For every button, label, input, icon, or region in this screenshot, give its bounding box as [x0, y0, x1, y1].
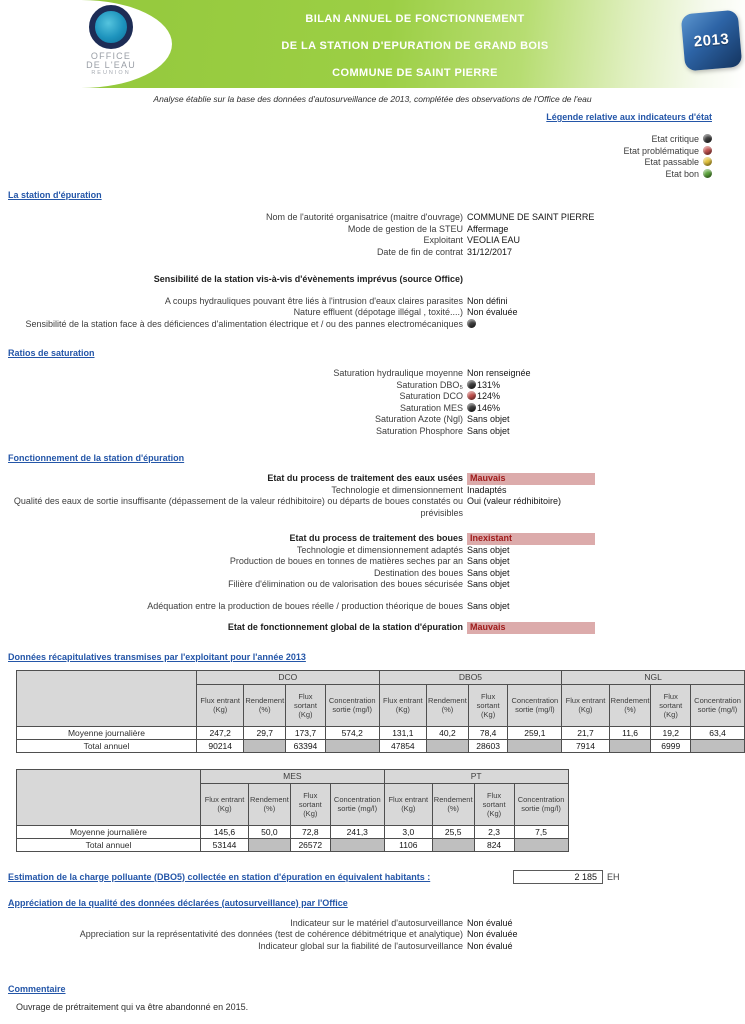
info-value: Non défini — [467, 295, 508, 306]
info-label: Exploitant — [423, 235, 463, 245]
estimation-unit: EH — [607, 871, 620, 882]
legend-label: Etat critique — [651, 134, 699, 144]
col-header: Concentration sortie (mg/l) — [330, 783, 384, 825]
section-tables — [8, 652, 745, 852]
info-row — [8, 918, 745, 930]
legend-items — [0, 134, 712, 180]
info-value — [467, 622, 745, 634]
cell — [508, 739, 562, 752]
report-title — [180, 6, 650, 87]
status-badge: Mauvais — [467, 622, 595, 634]
legend — [0, 112, 712, 180]
title-line-2: DE LA STATION D'EPURATION DE GRAND BOIS — [281, 40, 549, 52]
section-title-station: La station d'épuration — [8, 190, 102, 200]
cell: 26572 — [290, 838, 330, 851]
cell: 6999 — [651, 739, 691, 752]
logo-region-text: REUNION — [91, 70, 131, 76]
cell: 7,5 — [514, 825, 568, 838]
info-row — [8, 545, 745, 557]
info-row — [8, 601, 745, 613]
info-label: Date de fin de contrat — [376, 246, 463, 257]
info-label: Indicateur global sur la fiabilité de l'autosurveillance — [258, 940, 463, 951]
col-header: Concentration sortie (mg/l) — [691, 684, 745, 726]
cell: 11,6 — [609, 726, 651, 739]
header-band — [0, 0, 745, 88]
info-row — [8, 556, 745, 568]
cell — [249, 838, 291, 851]
problem-status-dot-icon — [467, 391, 476, 400]
cell: 259,1 — [508, 726, 562, 739]
critical-status-dot-icon — [467, 403, 476, 412]
legend-label: Etat bon — [665, 168, 699, 179]
good-status-dot-icon — [703, 169, 712, 178]
ratios-rows — [8, 368, 745, 437]
info-value — [467, 391, 745, 403]
ratio-value: 131% — [477, 379, 501, 390]
info-value — [467, 473, 745, 485]
legend-title: Légende relative aux indicateurs d'état — [546, 112, 712, 122]
col-header: Concentration sortie (mg/l) — [508, 684, 562, 726]
row-label: Total annuel — [17, 739, 197, 752]
info-value: Sans objet — [467, 414, 510, 424]
col-header: Concentration sortie (mg/l) — [514, 783, 568, 825]
cell: 7914 — [562, 739, 609, 752]
info-row — [8, 496, 745, 519]
info-row — [8, 941, 745, 953]
col-header: Flux sortant (Kg) — [290, 783, 330, 825]
fonctionnement-rows — [8, 473, 745, 634]
info-value: Non évaluée — [467, 929, 518, 939]
col-header: Flux sortant (Kg) — [651, 684, 691, 726]
info-row — [8, 473, 745, 485]
info-label: Technologie et dimensionnement — [331, 484, 463, 495]
info-row — [8, 426, 745, 438]
info-row — [8, 307, 745, 319]
col-header: Flux entrant (Kg) — [379, 684, 426, 726]
info-label: Etat du process de traitement des boues — [289, 533, 463, 543]
info-row — [8, 414, 745, 426]
info-row — [8, 319, 745, 331]
col-header: Rendement (%) — [609, 684, 651, 726]
cell: 21,7 — [562, 726, 609, 739]
cell: 19,2 — [651, 726, 691, 739]
cell: 247,2 — [196, 726, 243, 739]
cell: 173,7 — [286, 726, 326, 739]
info-value: Sans objet — [467, 567, 510, 578]
col-header: Rendement (%) — [432, 783, 474, 825]
cell: 824 — [474, 838, 514, 851]
col-header: Flux sortant (Kg) — [468, 684, 508, 726]
cell: 574,2 — [325, 726, 379, 739]
section-title-tables: Données récapitulatives transmises par l'exploitant pour l'année 2013 — [8, 651, 306, 662]
group-header: NGL — [562, 670, 745, 684]
table-row-moyenne — [17, 726, 745, 739]
table-row-total — [17, 739, 745, 752]
row-label: Moyenne journalière — [17, 825, 201, 838]
info-label: Saturation DCO — [399, 391, 463, 401]
cell — [427, 739, 469, 752]
info-value: Sans objet — [467, 600, 510, 611]
table-corner-cell — [17, 769, 201, 825]
cell: 3,0 — [384, 825, 432, 838]
title-line-3: COMMUNE DE SAINT PIERRE — [332, 67, 498, 79]
year-badge: 2013 — [681, 10, 743, 72]
logo-area — [0, 0, 172, 88]
info-label: Saturation Azote (Ngl) — [374, 414, 463, 424]
status-badge: Mauvais — [467, 473, 595, 485]
info-label: Sensibilité de la station face à des déficiences d'alimentation électrique et / ou des pannes electromécaniques — [25, 318, 463, 329]
report-subtitle: Analyse établie sur la base des données d'autosurveillance de 2013, complétée des observations de l'Office de l'eau — [153, 94, 592, 104]
cell — [330, 838, 384, 851]
cell: 1106 — [384, 838, 432, 851]
info-label: Nom de l'autorité organisatrice (maitre d'ouvrage) — [265, 212, 463, 222]
info-label: Adéquation entre la production de boues réelle / production théorique de boues — [147, 600, 463, 611]
col-header: Flux entrant (Kg) — [384, 783, 432, 825]
estimation-label: Estimation de la charge polluante (DBO5) collectée en station d'épuration en équivalent habitants : — [8, 871, 431, 882]
info-value: COMMUNE DE SAINT PIERRE — [467, 212, 595, 222]
info-row — [8, 224, 745, 236]
cell: 145,6 — [201, 825, 249, 838]
sensibilite-rows — [8, 296, 745, 331]
cell: 90214 — [196, 739, 243, 752]
recap-table-dco-dbo5-ngl — [16, 670, 745, 753]
cell: 63,4 — [691, 726, 745, 739]
problem-status-dot-icon — [703, 146, 712, 155]
cell: 241,3 — [330, 825, 384, 838]
col-header: Rendement (%) — [427, 684, 469, 726]
cell: 131,1 — [379, 726, 426, 739]
section-fonctionnement — [8, 453, 745, 634]
legend-item — [0, 134, 712, 146]
fair-status-dot-icon — [703, 157, 712, 166]
comment-text: Ouvrage de prétraitement qui va être abandonné en 2015. — [16, 1002, 249, 1012]
info-value: Oui (valeur rédhibitoire) — [467, 496, 562, 506]
cell — [325, 739, 379, 752]
group-header: PT — [384, 769, 568, 783]
section-appreciation — [8, 898, 745, 953]
info-label: Destination des boues — [373, 567, 463, 578]
table-row-total — [17, 838, 569, 851]
info-value — [467, 319, 745, 331]
info-label: Filière d'élimination ou de valorisation des boues sécurisée — [228, 579, 463, 589]
col-header: Flux sortant (Kg) — [286, 684, 326, 726]
group-header: DCO — [196, 670, 379, 684]
info-value: Non évaluée — [467, 307, 518, 317]
legend-item — [0, 157, 712, 169]
ratio-value: 124% — [477, 391, 501, 401]
logo-text: OFFICE — [90, 51, 132, 61]
info-row — [8, 568, 745, 580]
cell: 63394 — [286, 739, 326, 752]
cell — [432, 838, 474, 851]
section-station — [8, 190, 745, 330]
logo-text: DE L'EAU — [86, 60, 136, 70]
legend-label: Etat passable — [644, 157, 699, 167]
cell: 28603 — [468, 739, 508, 752]
group-header: DBO5 — [379, 670, 562, 684]
ratio-value: 146% — [477, 402, 501, 413]
info-row — [8, 212, 745, 224]
info-row — [8, 296, 745, 308]
cell: 50,0 — [249, 825, 291, 838]
col-header: Rendement (%) — [244, 684, 286, 726]
info-label: Appreciation sur la représentativité des données (test de cohérence débitmétrique et analytique) — [79, 929, 463, 939]
info-value — [467, 533, 745, 545]
cell: 47854 — [379, 739, 426, 752]
recap-table-mes-pt — [16, 769, 569, 852]
info-row — [8, 533, 745, 545]
col-header: Flux entrant (Kg) — [562, 684, 609, 726]
info-value: Sans objet — [467, 425, 510, 436]
info-label: Qualité des eaux de sortie insuffisante (dépassement de la valeur rédhibitoire) ou départs de boues constatés ou prévisibles — [13, 496, 463, 518]
critical-status-dot-icon — [467, 380, 476, 389]
info-row — [8, 391, 745, 403]
info-value: Affermage — [467, 223, 509, 234]
group-header: MES — [201, 769, 385, 783]
sensibilite-subheading — [8, 274, 745, 286]
info-row — [8, 247, 745, 259]
cell — [609, 739, 651, 752]
info-value: Non renseignée — [467, 368, 531, 378]
status-badge: Inexistant — [467, 533, 595, 545]
station-info-rows — [8, 212, 745, 258]
cell: 25,5 — [432, 825, 474, 838]
title-line-1: BILAN ANNUEL DE FONCTIONNEMENT — [305, 13, 525, 25]
legend-item — [0, 169, 712, 181]
info-value — [467, 403, 745, 415]
info-row — [8, 485, 745, 497]
info-value: Inadaptés — [467, 484, 507, 495]
section-title-fonctionnement: Fonctionnement de la station d'épuration — [8, 453, 185, 463]
info-value: Sans objet — [467, 579, 510, 589]
section-title-appreciation: Appréciation de la qualité des données déclarées (autosurveillance) par l'Office — [8, 897, 348, 908]
cell: 2,3 — [474, 825, 514, 838]
section-ratios — [8, 348, 745, 437]
info-label: Mode de gestion de la STEU — [347, 223, 463, 234]
col-header: Rendement (%) — [249, 783, 291, 825]
subheading-label: Sensibilité de la station vis-à-vis d'évènements imprévus (source Office) — [153, 274, 463, 284]
info-row — [8, 579, 745, 591]
info-label: Saturation MES — [399, 402, 463, 413]
info-row — [8, 403, 745, 415]
legend-item — [0, 146, 712, 158]
table-corner-cell — [17, 670, 197, 726]
estimation-row — [8, 870, 745, 884]
water-drop-logo-icon — [89, 5, 133, 49]
cell: 78,4 — [468, 726, 508, 739]
cell: 53144 — [201, 838, 249, 851]
section-title-commentaire: Commentaire — [8, 984, 66, 994]
office-de-leau-logo — [55, 5, 167, 77]
estimation-value-box: 2 185 — [513, 870, 603, 884]
col-header: Flux entrant (Kg) — [201, 783, 249, 825]
info-row — [8, 622, 745, 634]
info-value: 31/12/2017 — [467, 246, 513, 257]
info-label: Technologie et dimensionnement adaptés — [296, 544, 463, 555]
info-row — [8, 380, 745, 392]
section-title-ratios: Ratios de saturation — [8, 348, 95, 358]
critical-status-dot-icon — [703, 134, 712, 143]
info-value: Sans objet — [467, 544, 510, 555]
row-label: Moyenne journalière — [17, 726, 197, 739]
cell: 40,2 — [427, 726, 469, 739]
info-label: Saturation Phosphore — [375, 425, 463, 436]
critical-status-dot-icon — [467, 319, 476, 328]
info-label: Production de boues en tonnes de matières seches par an — [229, 556, 463, 566]
legend-label: Etat problématique — [623, 145, 699, 156]
col-header: Flux entrant (Kg) — [196, 684, 243, 726]
col-header: Flux sortant (Kg) — [474, 783, 514, 825]
info-label: Nature effluent (dépotage illégal , toxité....) — [293, 307, 463, 317]
info-row — [8, 235, 745, 247]
cell — [691, 739, 745, 752]
cell: 72,8 — [290, 825, 330, 838]
info-label: Saturation hydraulique moyenne — [333, 368, 463, 378]
info-value: VEOLIA EAU — [467, 235, 521, 245]
info-value: Non évalué — [467, 917, 513, 928]
info-value: Sans objet — [467, 556, 510, 566]
info-label: Etat du process de traitement des eaux usées — [267, 473, 463, 483]
info-label: Saturation DBO₅ — [396, 379, 463, 390]
info-label: A coups hydrauliques pouvant être liés à l'intrusion d'eaux claires parasites — [164, 295, 463, 306]
section-commentaire — [8, 984, 745, 1012]
info-label: Etat de fonctionnement global de la station d'épuration — [227, 622, 463, 632]
table-row-moyenne — [17, 825, 569, 838]
info-value: Non évalué — [467, 940, 513, 951]
info-value — [467, 380, 745, 392]
cell: 29,7 — [244, 726, 286, 739]
col-header: Concentration sortie (mg/l) — [325, 684, 379, 726]
spacer — [467, 274, 745, 286]
cell — [244, 739, 286, 752]
info-row — [8, 929, 745, 941]
info-label: Indicateur sur le matériel d'autosurveillance — [290, 917, 463, 928]
row-label: Total annuel — [17, 838, 201, 851]
cell — [514, 838, 568, 851]
info-row — [8, 368, 745, 380]
appreciation-rows — [8, 918, 745, 953]
